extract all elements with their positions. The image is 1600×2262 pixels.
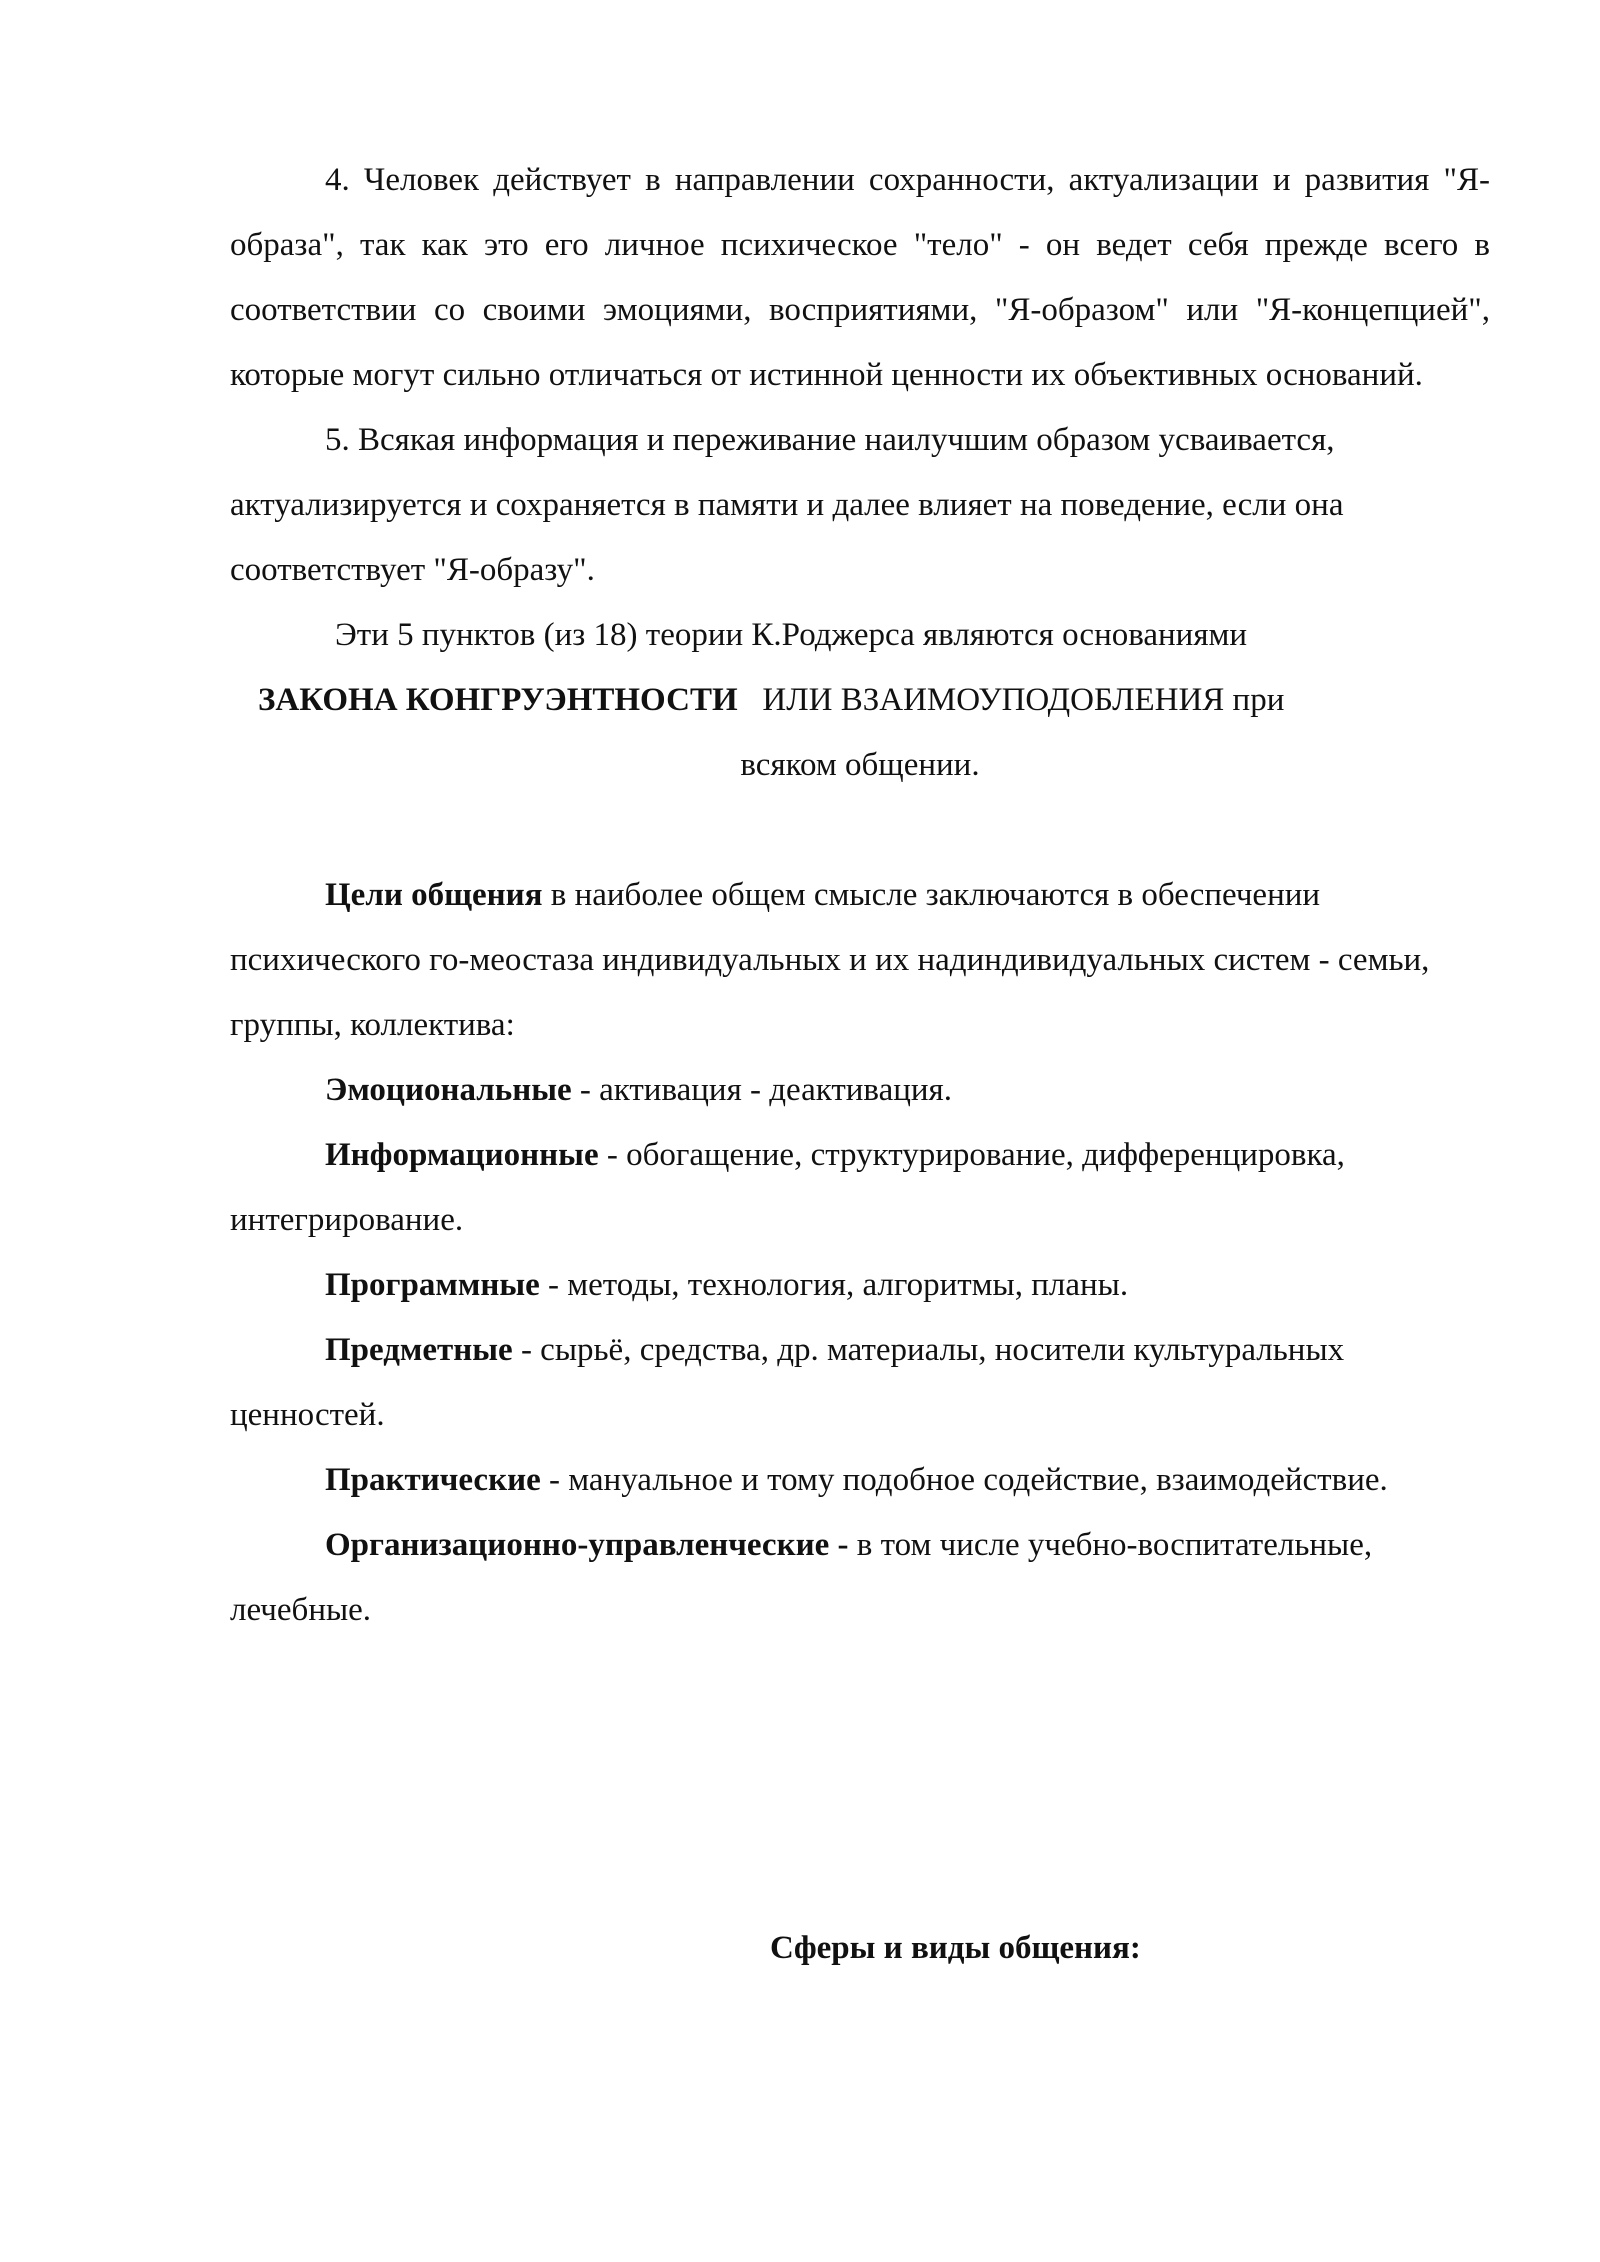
goal-type-term: Программные (325, 1267, 540, 1303)
goal-type-text: - методы, технология, алгоритмы, планы. (539, 1267, 1129, 1303)
goal-type-organizational (230, 1513, 1490, 1643)
goal-type-term: Практические (325, 1462, 541, 1498)
goal-type-text: - сырьё, средства, др. материалы, носители культуральных ценностей. (230, 1332, 1345, 1433)
document-page (230, 148, 1490, 1643)
goal-type-program (230, 1253, 1490, 1318)
spheres-heading: Сферы и виды общения: (770, 1930, 1141, 1966)
goal-type-text: - обогащение, структурирование, дифференцировка, интегрирование. (230, 1137, 1345, 1238)
law-title-rest: ИЛИ ВЗАИМОУПОДОБЛЕНИЯ при (762, 682, 1285, 718)
goals-text: в наиболее общем смысле заключаются в обеспечении психического го-меостаза индивидуальных и их надиндивидуальных систем - семьи, группы, коллектива: (230, 877, 1430, 1043)
law-title-line (230, 668, 1490, 733)
law-title-line-2: всяком общении. (740, 747, 980, 783)
goals-paragraph (230, 863, 1490, 1058)
goal-type-subject (230, 1318, 1490, 1448)
goal-type-informational (230, 1123, 1490, 1253)
paragraph-5: 5. Всякая информация и переживание наилучшим образом усваивается, актуализируется и сохраняется в памяти и далее влияет на поведение, если она соответствует "Я-образу". (230, 422, 1344, 588)
goal-type-text: - мануальное и тому подобное содействие, взаимодействие. (540, 1462, 1388, 1498)
goal-type-emotional (230, 1058, 1490, 1123)
law-title-bold: ЗАКОНА КОНГРУЭНТНОСТИ (258, 682, 738, 718)
goal-type-term: Эмоциональные (325, 1072, 572, 1108)
goal-type-term: Информационные (325, 1137, 599, 1173)
goal-type-text: - активация - деактивация. (571, 1072, 952, 1108)
spacer (230, 798, 1490, 863)
rogers-intro: Эти 5 пунктов (из 18) теории К.Роджерса являются основаниями (335, 617, 1248, 653)
goal-type-term: Предметные (325, 1332, 513, 1368)
goal-type-practical (230, 1448, 1490, 1513)
goal-type-term: Организационно-управленческие - (325, 1527, 849, 1563)
goals-term: Цели общения (325, 877, 543, 913)
goal-type-text: в том числе учебно-воспитательные, лечебные. (230, 1527, 1373, 1628)
paragraph-4: 4. Человек действует в направлении сохранности, актуализации и развития "Я-образа", так как это его личное психическое "тело" - он ведет себя прежде всего в соответствии со своими эмоциями, восприятиями, "Я-образом" или "Я-концепцией", которые могут сильно отличаться от истинной ценности их объективных оснований. (230, 162, 1490, 393)
